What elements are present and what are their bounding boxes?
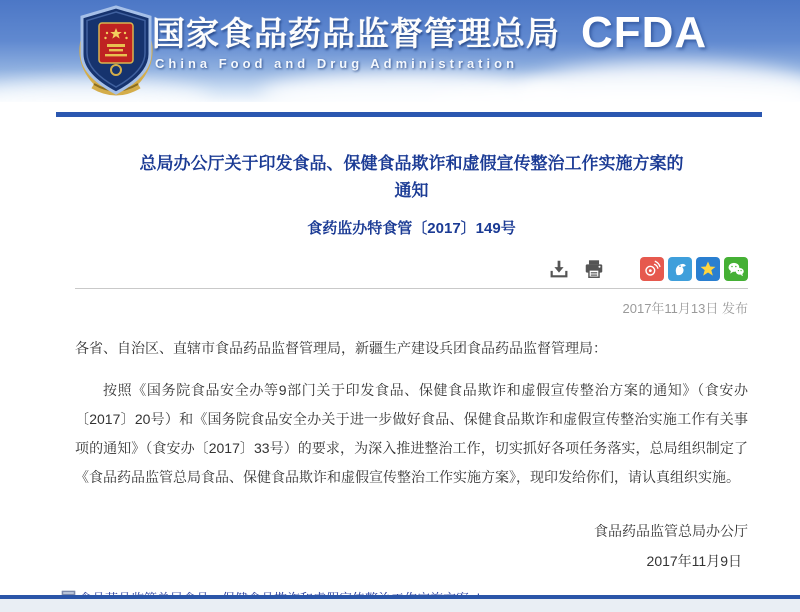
notice-page (0, 150, 800, 607)
notice-title-line1: 总局办公厅关于印发食品、保健食品欺诈和虚假宣传整治工作实施方案的 (139, 154, 684, 173)
share-buttons (636, 257, 748, 281)
doc-number: 食药监办特食管〔2017〕149号 (307, 220, 516, 237)
agency-name-en: China Food and Drug Administration (155, 56, 519, 71)
toolbar-separator (75, 288, 748, 289)
signature-agency: 食品药品监管总局办公厅 (594, 523, 748, 539)
cfda-emblem-icon (66, 4, 166, 98)
toolbar (75, 255, 748, 283)
signature-date: 2017年11月9日 (646, 553, 742, 569)
header-divider (56, 112, 762, 117)
salutation: 各省、自治区、直辖市食品药品监督管理局，新疆生产建设兵团食品药品监督管理局： (75, 340, 607, 356)
download-icon[interactable] (547, 257, 571, 281)
qzone-share-icon[interactable] (696, 257, 720, 281)
cfda-acronym: CFDA (581, 8, 708, 57)
weibo-share-icon[interactable] (640, 257, 664, 281)
print-icon[interactable] (582, 257, 606, 281)
agency-name-cn: 国家食品药品监督管理总局 (152, 15, 560, 52)
notice-title-line2: 通知 (394, 181, 429, 200)
signature-block (75, 516, 748, 576)
notice-body: 按照《国务院食品安全办等9部门关于印发食品、保健食品欺诈和虚假宣传整治方案的通知》（食安办〔2017〕20号）和《国务院食品安全办关于进一步做好食品、保健食品欺诈和虚假宣传整治实施工作有关事项的通知》（食安办〔2017〕33号）的要求，为深入推进整治工作，切实抓好各项任务落实，总局组织制定了《食品药品监管总局食品、保健食品欺诈和虚假宣传整治工作实施方案》，现印发给你们，请认真组织实施。 (75, 382, 748, 485)
tencent-weibo-share-icon[interactable] (668, 257, 692, 281)
notice-title (75, 150, 748, 204)
publish-date: 2017年11月13日 发布 (622, 301, 748, 316)
site-header (0, 0, 800, 102)
footer-bar (0, 599, 800, 612)
wechat-share-icon[interactable] (724, 257, 748, 281)
